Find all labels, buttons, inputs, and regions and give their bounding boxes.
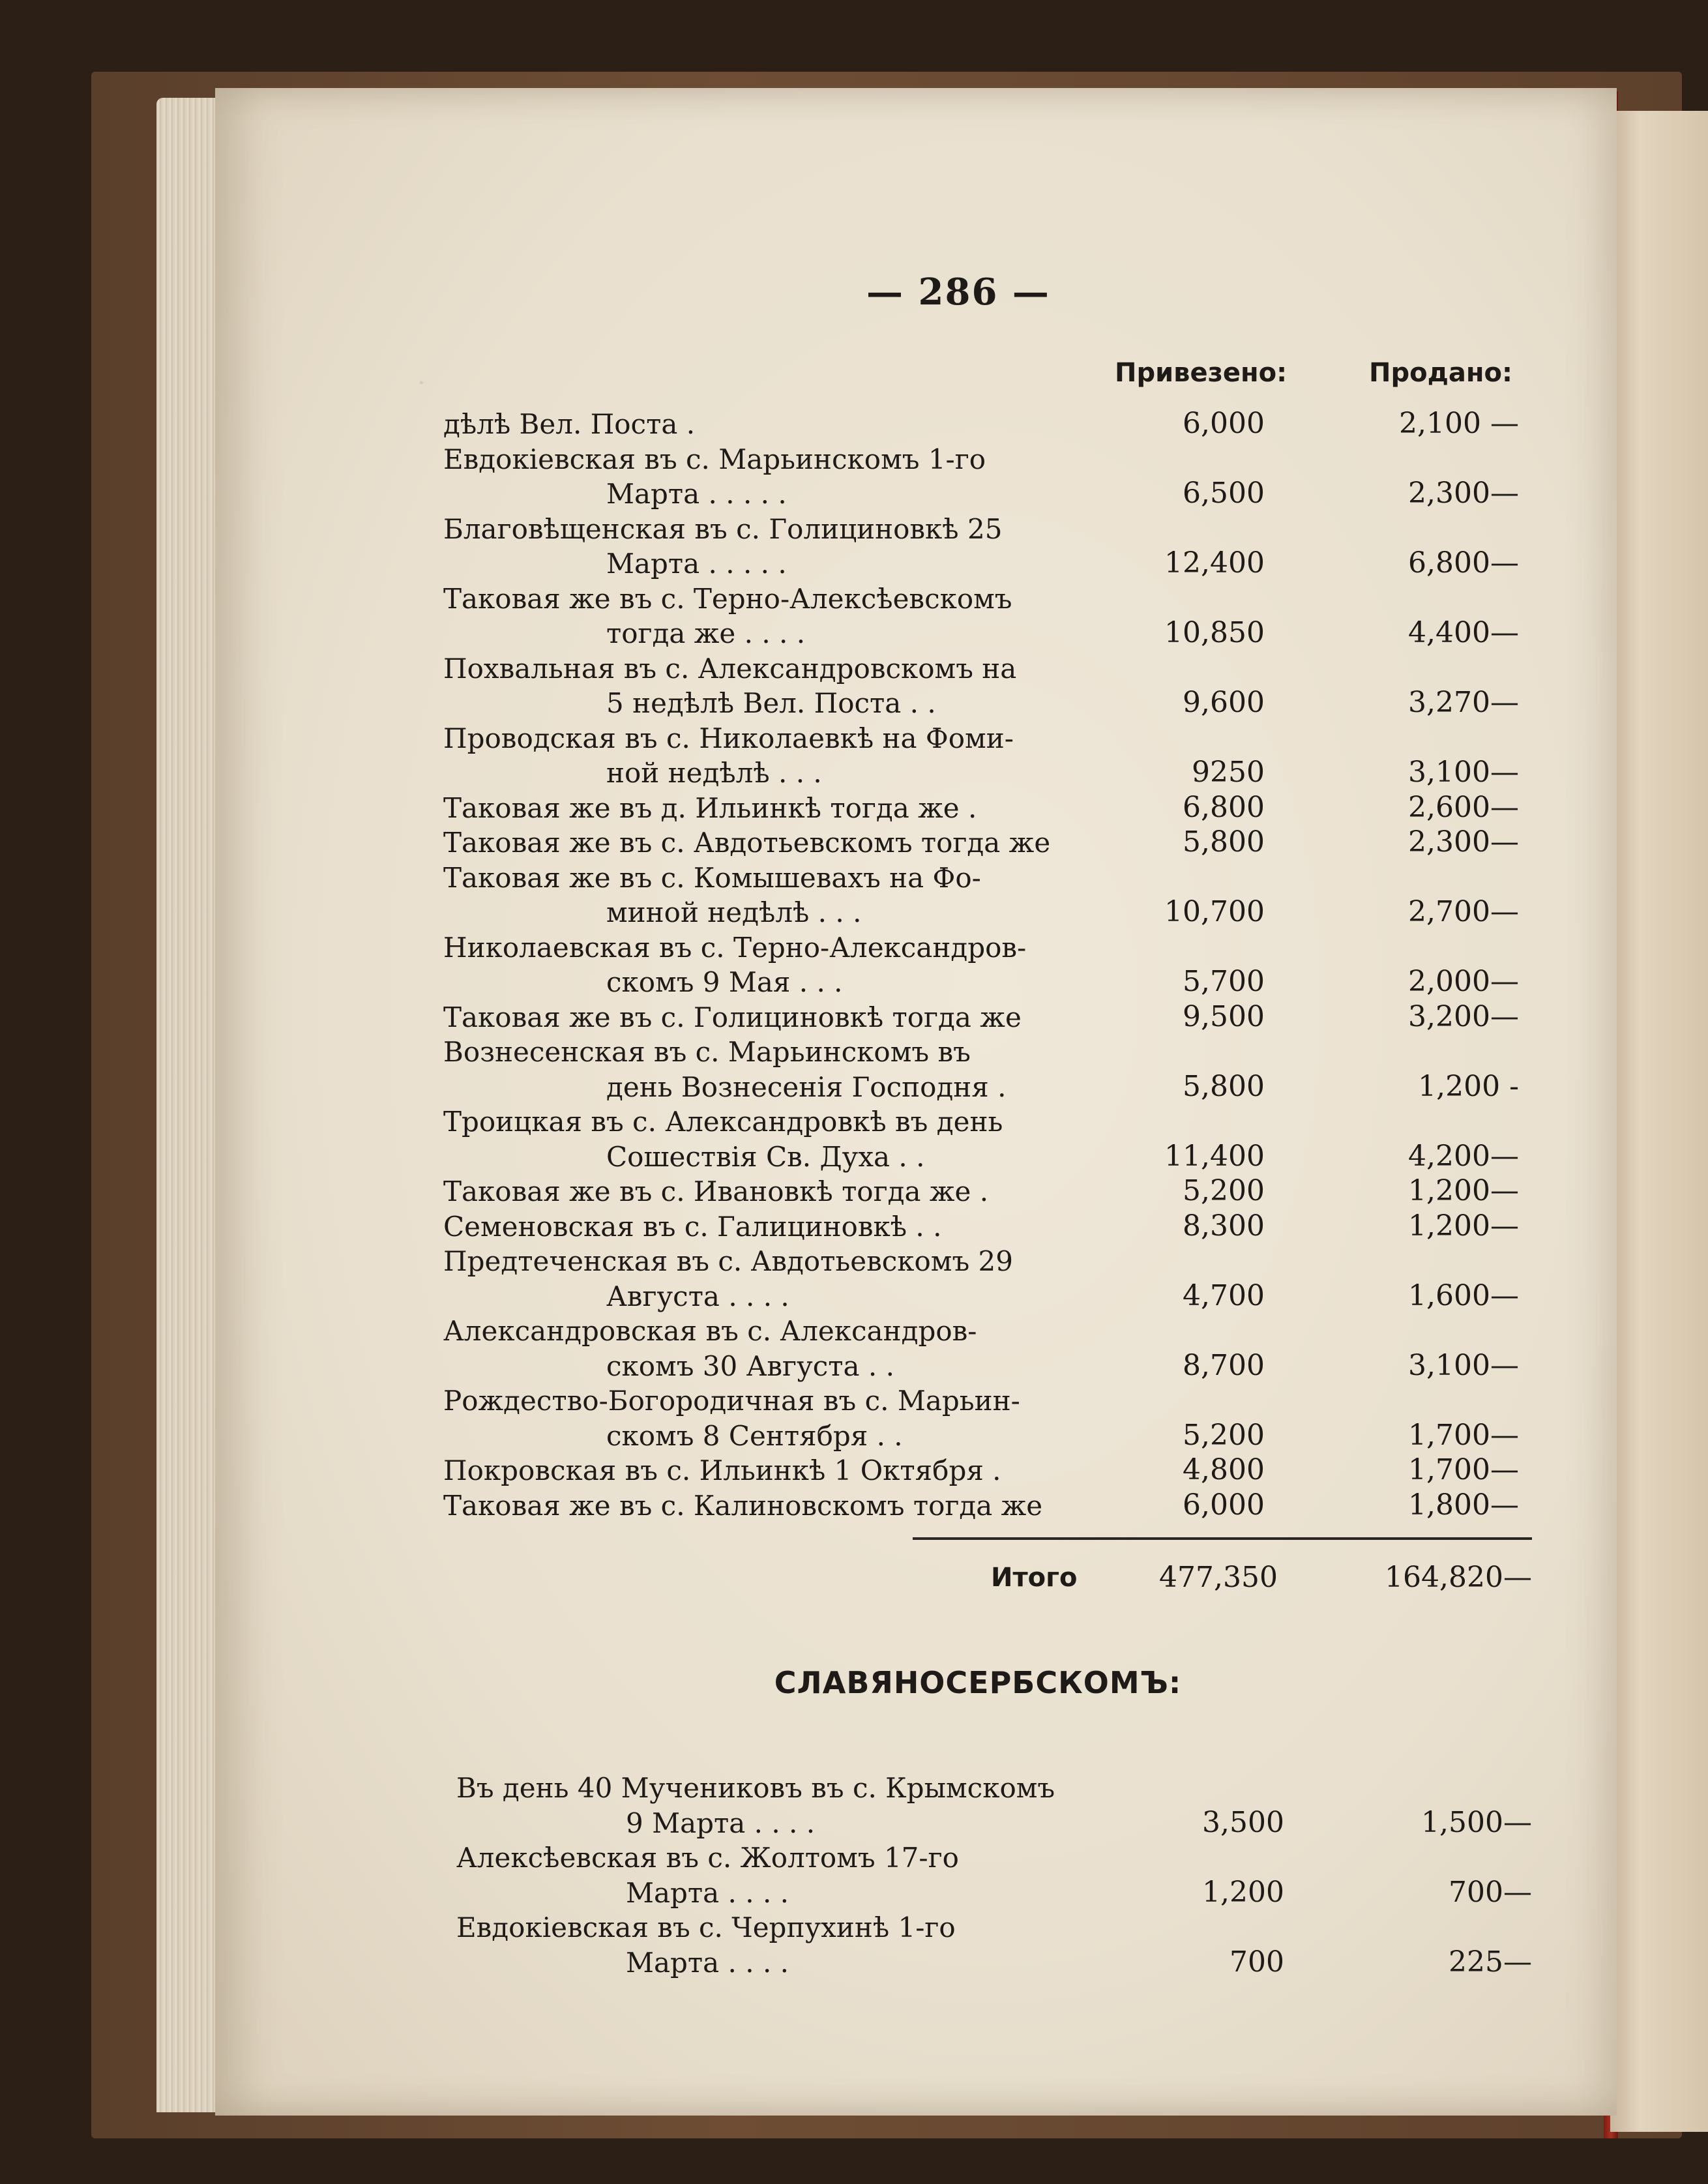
row-brought-value: 1,200 xyxy=(1202,1875,1284,1909)
row-label: Въ день 40 Мучениковъ въ с. Крымскомъ xyxy=(456,1772,1055,1804)
row-label: Таковая же въ с. Калиновскомъ тогда же xyxy=(443,1489,1043,1522)
row-label: Николаевская въ с. Терно-Александров- xyxy=(443,931,1027,964)
row-label-continuation: скомъ 8 Сентября . . xyxy=(606,1419,903,1452)
column-header-sold: Продано: xyxy=(1369,358,1512,388)
row-sold-value: 3,100— xyxy=(1408,1348,1519,1382)
total-brought: 477,350 xyxy=(1159,1561,1278,1594)
row-label-continuation: Марта . . . . xyxy=(626,1946,789,1979)
row-label: Евдокіевская въ с. Черпухинѣ 1-го xyxy=(456,1911,956,1943)
row-sold-value: 1,700— xyxy=(1408,1418,1519,1452)
row-brought-value: 6,000 xyxy=(1183,1488,1265,1522)
page-number: — 286 — xyxy=(866,271,1050,314)
row-label-continuation: миной недѣлѣ . . . xyxy=(606,896,862,928)
row-label: Таковая же въ с. Авдотьевскомъ тогда же xyxy=(443,827,1051,859)
row-brought-value: 11,400 xyxy=(1164,1139,1265,1173)
row-sold-value: 2,000— xyxy=(1408,965,1519,998)
row-brought-value: 6,800 xyxy=(1183,790,1265,824)
row-sold-value: 3,100— xyxy=(1408,756,1519,789)
row-label: Предтеченская въ с. Авдотьевскомъ 29 xyxy=(443,1245,1013,1277)
bleed-through-text: · xyxy=(417,368,426,398)
row-brought-value: 6,000 xyxy=(1183,407,1265,440)
row-brought-value: 700 xyxy=(1229,1945,1284,1979)
row-sold-value: 6,800— xyxy=(1408,546,1519,580)
row-sold-value: 2,300— xyxy=(1408,477,1519,510)
row-sold-value: 2,600— xyxy=(1408,790,1519,824)
row-sold-value: 4,200— xyxy=(1408,1139,1519,1173)
row-label: Алексѣевская въ с. Жолтомъ 17-го xyxy=(456,1842,959,1874)
row-sold-value: 1,500— xyxy=(1421,1805,1532,1839)
row-brought-value: 5,700 xyxy=(1183,965,1265,998)
row-brought-value: 6,500 xyxy=(1183,477,1265,510)
row-brought-value: 9250 xyxy=(1192,756,1265,789)
row-label: Рождество-Богородичная въ с. Марьин- xyxy=(443,1385,1020,1417)
row-brought-value: 3,500 xyxy=(1202,1805,1284,1839)
row-brought-value: 10,850 xyxy=(1164,616,1265,649)
row-label: Евдокіевская въ с. Марьинскомъ 1-го xyxy=(443,443,986,475)
row-label: Таковая же въ с. Голициновкѣ тогда же xyxy=(443,1001,1022,1033)
row-label-continuation: Сошествія Св. Духа . . xyxy=(606,1140,925,1173)
row-brought-value: 9,600 xyxy=(1183,686,1265,719)
row-label: Покровская въ с. Ильинкѣ 1 Октября . xyxy=(443,1454,1001,1486)
row-label: Проводская въ с. Николаевкѣ на Фоми- xyxy=(443,722,1014,754)
row-label: Семеновская въ с. Галициновкѣ . . xyxy=(443,1210,942,1243)
row-label-continuation: Марта . . . . . xyxy=(606,548,787,580)
row-sold-value: 1,800— xyxy=(1408,1488,1519,1522)
row-brought-value: 12,400 xyxy=(1164,546,1265,580)
row-label-continuation: 9 Марта . . . . xyxy=(626,1807,816,1839)
row-brought-value: 4,700 xyxy=(1183,1278,1265,1312)
row-label: Благовѣщенская въ с. Голициновкѣ 25 xyxy=(443,512,1003,545)
row-brought-value: 9,500 xyxy=(1183,999,1265,1033)
row-label-continuation: скомъ 9 Мая . . . xyxy=(606,966,843,998)
column-header-brought: Привезено: xyxy=(1115,358,1288,388)
row-sold-value: 4,400— xyxy=(1408,616,1519,649)
row-label-continuation: ной недѣлѣ . . . xyxy=(606,757,822,789)
row-sold-value: 2,300— xyxy=(1408,825,1519,859)
row-brought-value: 8,300 xyxy=(1183,1209,1265,1243)
total-rule xyxy=(913,1537,1532,1540)
row-brought-value: 5,200 xyxy=(1183,1174,1265,1207)
section-title: СЛАВЯНОСЕРБСКОМЪ: xyxy=(774,1665,1182,1700)
row-sold-value: 1,700— xyxy=(1408,1453,1519,1486)
row-brought-value: 10,700 xyxy=(1164,895,1265,928)
row-label: Таковая же въ д. Ильинкѣ тогда же . xyxy=(443,791,977,824)
row-label-continuation: 5 недѣлѣ Вел. Поста . . xyxy=(606,687,936,719)
row-label: дѣлѣ Вел. Поста . xyxy=(443,408,696,440)
row-label-continuation: скомъ 30 Августа . . xyxy=(606,1350,894,1382)
row-label-continuation: Марта . . . . . xyxy=(606,478,787,510)
row-sold-value: 3,270— xyxy=(1408,686,1519,719)
row-sold-value: 700— xyxy=(1449,1875,1532,1909)
row-brought-value: 4,800 xyxy=(1183,1453,1265,1486)
row-label: Таковая же въ с. Комышевахъ на Фо- xyxy=(443,861,981,894)
row-sold-value: 2,700— xyxy=(1408,895,1519,928)
row-sold-value: 3,200— xyxy=(1408,999,1519,1033)
row-sold-value: 1,200 - xyxy=(1418,1069,1519,1103)
facing-page-edge xyxy=(1610,111,1708,2132)
row-brought-value: 5,800 xyxy=(1183,1069,1265,1103)
row-brought-value: 5,200 xyxy=(1183,1418,1265,1452)
row-brought-value: 8,700 xyxy=(1183,1348,1265,1382)
row-label: Троицкая въ с. Александровкѣ въ день xyxy=(443,1106,1003,1138)
row-label-continuation: Августа . . . . xyxy=(606,1280,789,1312)
row-sold-value: 1,200— xyxy=(1408,1209,1519,1243)
row-label: Таковая же въ с. Ивановкѣ тогда же . xyxy=(443,1175,989,1207)
row-label: Таковая же въ с. Терно-Алексѣевскомъ xyxy=(443,582,1012,615)
total-label: Итого xyxy=(991,1563,1078,1593)
row-label-continuation: тогда же . . . . xyxy=(606,617,806,649)
row-label: Александровская въ с. Александров- xyxy=(443,1315,977,1347)
row-label-continuation: день Вознесенія Господня . xyxy=(606,1070,1007,1103)
row-sold-value: 1,200— xyxy=(1408,1174,1519,1207)
row-sold-value: 225— xyxy=(1449,1945,1532,1979)
row-sold-value: 1,600— xyxy=(1408,1278,1519,1312)
row-sold-value: 2,100 — xyxy=(1399,407,1519,440)
row-brought-value: 5,800 xyxy=(1183,825,1265,859)
row-label: Похвальная въ с. Александровскомъ на xyxy=(443,652,1017,685)
row-label: Вознесенская въ с. Марьинскомъ въ xyxy=(443,1036,971,1068)
total-sold: 164,820— xyxy=(1385,1561,1532,1594)
row-label-continuation: Марта . . . . xyxy=(626,1876,789,1909)
